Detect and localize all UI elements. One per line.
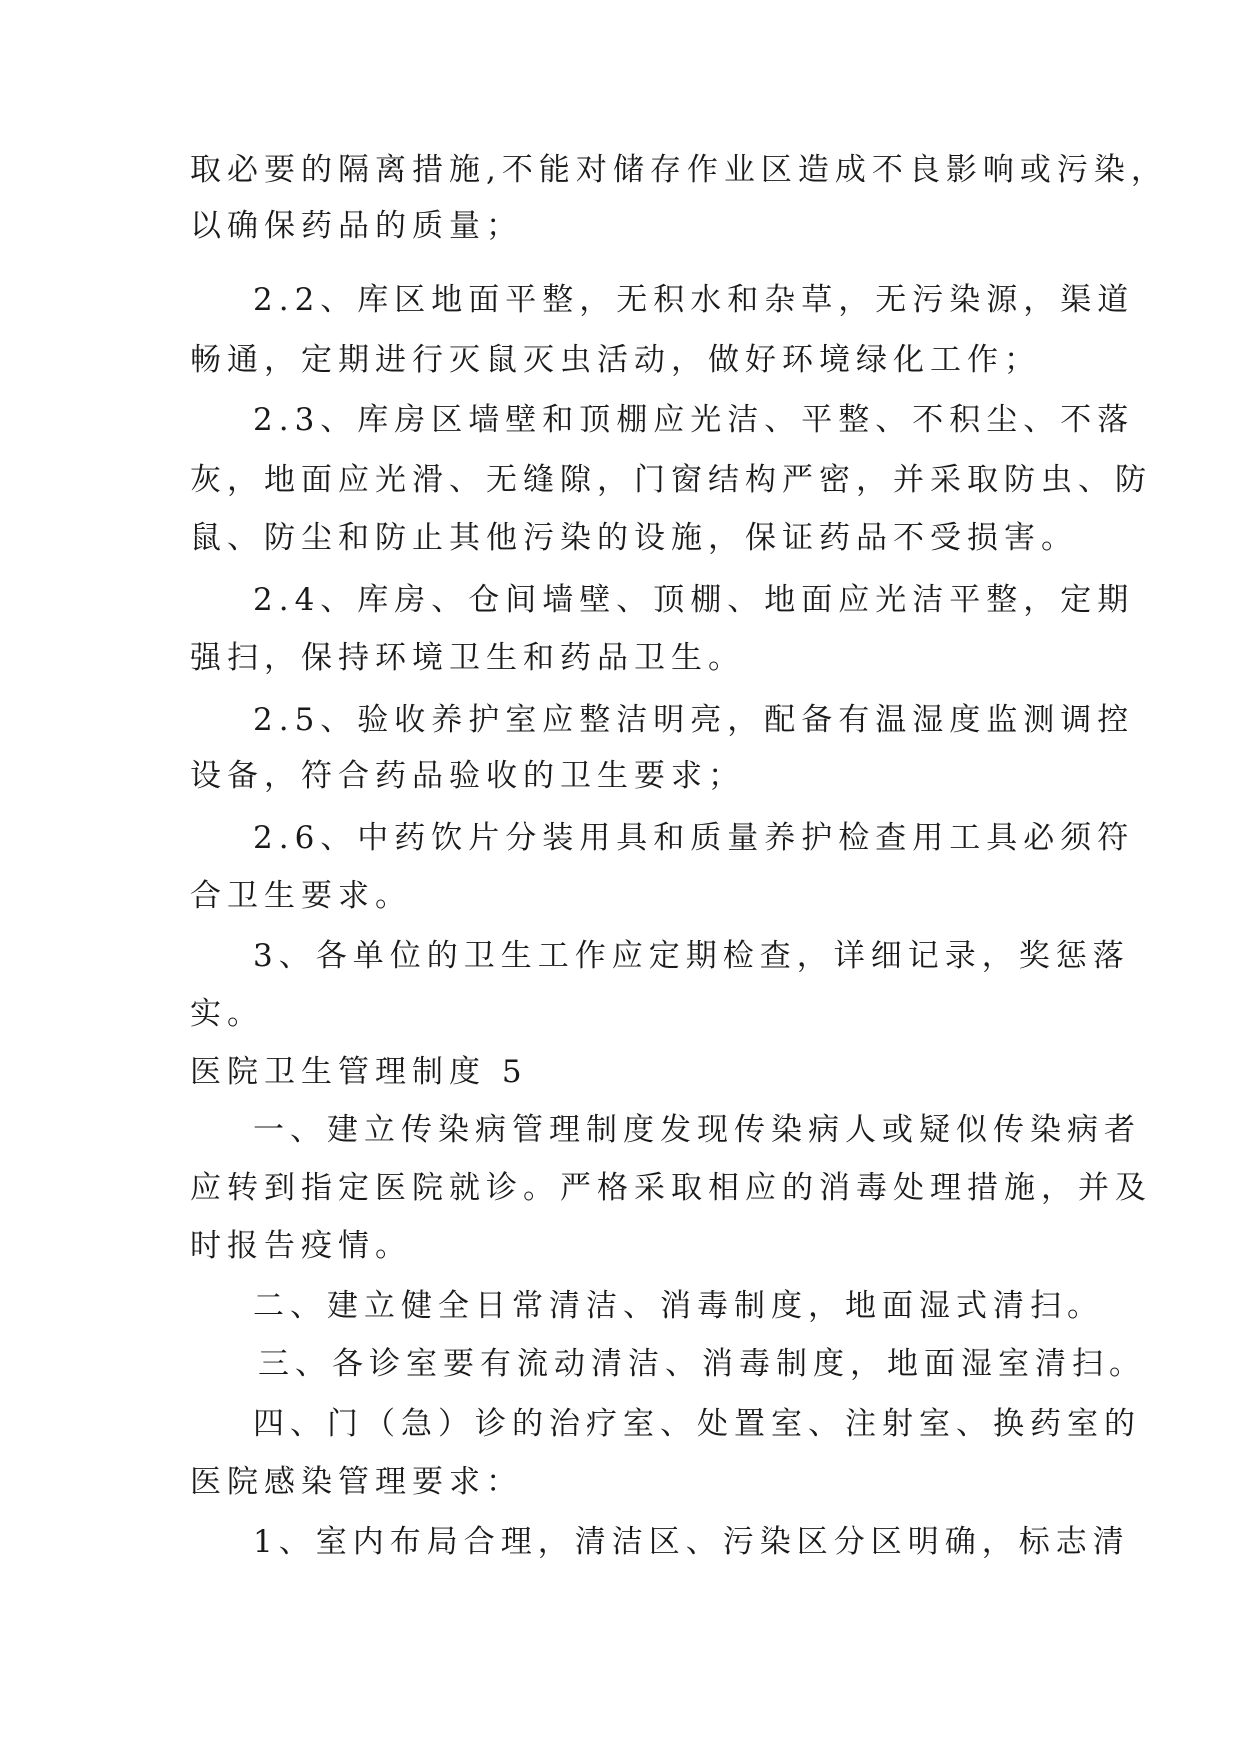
item-4-1-line-1: 1、室内布局合理，清洁区、污染区分区明确，标志清 <box>253 1524 1130 1560</box>
paragraph-3-line-1: 3、各单位的卫生工作应定期检查，详细记录，奖惩落 <box>253 938 1130 974</box>
text-line-2: 以确保药品的质量； <box>190 208 523 244</box>
paragraph-3-line-2: 实。 <box>190 996 264 1032</box>
section-heading: 医院卫生管理制度 5 <box>190 1054 528 1090</box>
item-4-line-1: 四、门（急）诊的治疗室、处置室、注射室、换药室的 <box>253 1406 1141 1442</box>
paragraph-2-4-line-2: 强扫，保持环境卫生和药品卫生。 <box>190 640 745 676</box>
item-1-line-2: 应转到指定医院就诊。严格采取相应的消毒处理措施，并及 <box>190 1170 1152 1206</box>
text-line-1: 取必要的隔离措施,不能对储存作业区造成不良影响或污染， <box>190 152 1168 188</box>
paragraph-2-2-line-1: 2.2、库区地面平整，无积水和杂草，无污染源，渠道 <box>253 282 1135 318</box>
paragraph-2-6-line-1: 2.6、中药饮片分装用具和质量养护检查用工具必须符 <box>253 820 1135 856</box>
paragraph-2-5-line-2: 设备，符合药品验收的卫生要求； <box>190 758 745 794</box>
paragraph-2-3-line-2: 灰，地面应光滑、无缝隙，门窗结构严密，并采取防虫、防 <box>190 462 1152 498</box>
paragraph-2-2-line-2: 畅通，定期进行灭鼠灭虫活动，做好环境绿化工作； <box>190 342 1041 378</box>
item-1-line-1: 一、建立传染病管理制度发现传染病人或疑似传染病者 <box>253 1112 1141 1148</box>
paragraph-2-4-line-1: 2.4、库房、仓间墙壁、顶棚、地面应光洁平整，定期 <box>253 582 1135 618</box>
item-1-line-3: 时报告疫情。 <box>190 1228 412 1264</box>
item-3-line-1: 三、各诊室要有流动清洁、消毒制度，地面湿室清扫。 <box>258 1346 1146 1382</box>
paragraph-2-3-line-3: 鼠、防尘和防止其他污染的设施，保证药品不受损害。 <box>190 520 1078 556</box>
item-4-line-2: 医院感染管理要求： <box>190 1464 523 1500</box>
paragraph-2-6-line-2: 合卫生要求。 <box>190 878 412 914</box>
paragraph-2-5-line-1: 2.5、验收养护室应整洁明亮，配备有温湿度监测调控 <box>253 702 1135 738</box>
paragraph-2-3-line-1: 2.3、库房区墙壁和顶棚应光洁、平整、不积尘、不落 <box>253 402 1135 438</box>
item-2-line-1: 二、建立健全日常清洁、消毒制度，地面湿式清扫。 <box>253 1288 1104 1324</box>
